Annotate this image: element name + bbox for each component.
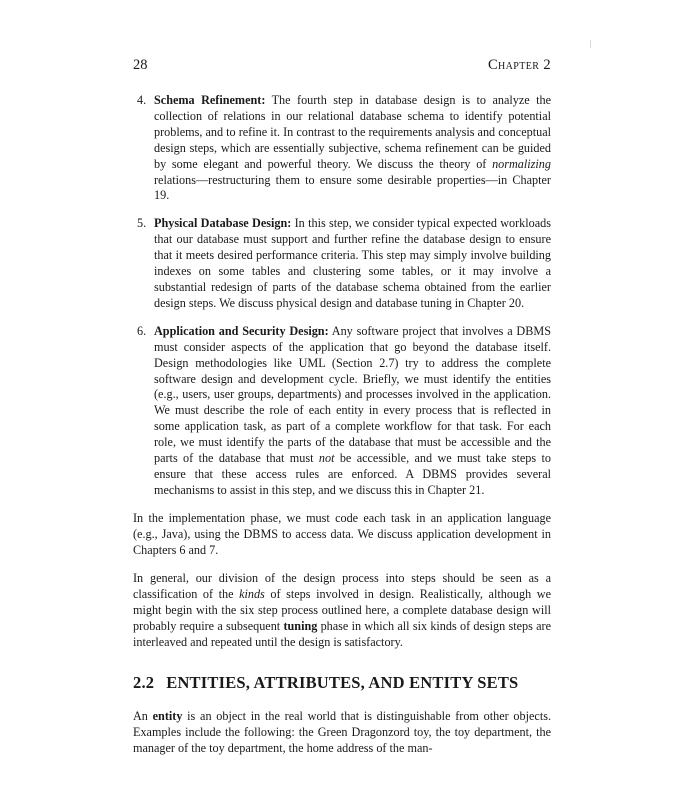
section-number: 2.2 [133,673,155,692]
section-heading [133,673,551,693]
item-text: The fourth step in database design is to analyze the collection of relations in our relational database schema to identify potential problems, and to refine it. In contrast to the requirements analysis and conceptual design steps, which are essentially subjective, schema refinement can be guided by some elegant and powerful theory. We discuss the theory of [154,93,551,171]
chapter-label: Chapter 2 [487,57,551,73]
general-paragraph [133,571,551,651]
item-text: In this step, we consider typical expected workloads that our database must support and further refine the database design to ensure that it meets desired performance criteria. This step may simply involve building indexes on some tables and clustering some tables, or it may involve a substantial redesign of parts of the database schema obtained from the earlier design steps. We discuss physical design and database tuning in Chapter 20. [154,216,551,310]
para-bold-term: tuning [283,619,318,634]
entity-paragraph [133,709,551,757]
page-number: 28 [133,57,148,73]
item-title: Schema Refinement: [154,93,266,107]
para-text: phase in which all six kinds of design steps are interleaved and repeated until the design is satisfactory. [133,619,551,650]
para-text: In general, our division of the design process into steps should be seen as a classification of the [133,571,551,602]
item-text: relations—restructuring them to ensure some desirable properties—in Chapter 19. [154,172,551,203]
item-text: Any software project that involves a DBMS must consider aspects of the application that go beyond the database itself. Design methodologies like UML (Section 2.7) try to address the complete software design and development cycle. Briefly, we must identify the entities (e.g., users, user groups, departments) and processes involved in the application. We must describe the role of each entity in every process that is reflected in some application task, as part of a complete workflow for that task. For each role, we must identify the parts of the database that must be accessible and the parts of the database that must [154,323,551,466]
item-emphasis: not [318,451,335,466]
para-text: is an object in the real world that is distinguishable from other objects. Examples include the following: the Green Dragonzord toy, the toy department, the manager of the toy department, the home address of the man- [133,709,551,755]
implementation-paragraph: In the implementation phase, we must code each task in an application language (e.g., Java), using the DBMS to access data. We discuss application development in Chapters 6 and 7. [133,510,551,557]
scan-artifact [590,40,591,48]
item-number: 4. [137,93,147,107]
body-text [133,93,551,770]
para-text: of steps involved in design. Realistically, although we might begin with the six step process outlined here, a complete database design will probably require a subsequent [133,587,551,634]
item-text: be accessible, and we must take steps to ensure that these access rules are enforced. A DBMS provides several mechanisms to assist in this step, and we discuss this in Chapter 21. [154,451,551,497]
running-header [133,57,551,77]
item-title: Physical Database Design: [154,216,292,231]
design-steps-list [133,93,551,499]
section-title: ENTITIES, ATTRIBUTES, AND ENTITY SETS [166,673,519,692]
para-bold-term: entity [152,709,183,723]
item-title: Application and Security Design: [154,323,329,338]
list-item [133,216,551,311]
para-text: An [133,709,153,723]
item-number: 6. [137,323,147,338]
para-emphasis: kinds [239,587,265,602]
item-emphasis: normalizing [492,156,551,171]
item-number: 5. [137,216,147,231]
list-item [133,93,551,204]
list-item [133,324,551,499]
